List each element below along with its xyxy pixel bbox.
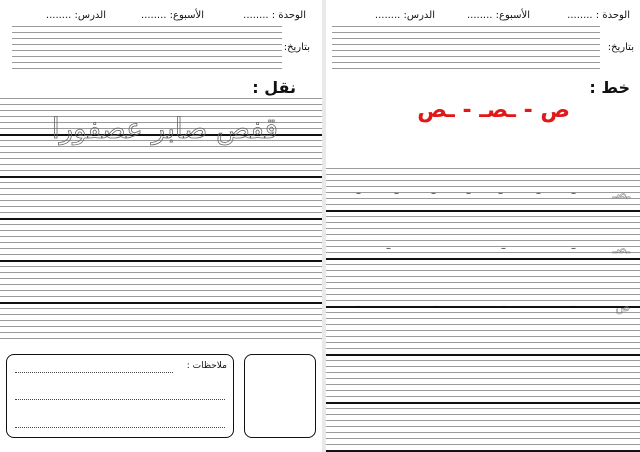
ruled-line <box>0 284 322 285</box>
unit-label: الوحدة : ........ <box>567 10 630 21</box>
ruled-line <box>0 164 322 165</box>
ruled-line <box>326 342 640 343</box>
ruled-line <box>0 104 322 105</box>
notes-line-3[interactable] <box>15 427 225 428</box>
ruled-line <box>326 204 640 205</box>
date-label[interactable]: بتاريخ: <box>283 42 310 53</box>
ruled-line <box>0 98 322 99</box>
guide-dash: – <box>356 301 361 312</box>
ruled-line <box>326 432 640 433</box>
ruled-line <box>326 366 640 367</box>
ruled-line <box>326 402 640 404</box>
ruled-line <box>0 272 322 273</box>
ruled-line <box>326 414 640 415</box>
ruled-line <box>326 216 640 217</box>
ruled-line <box>0 230 322 231</box>
model-letters: ص - ـصـ - ـص <box>417 98 570 123</box>
ruled-line <box>326 420 640 421</box>
ruled-line <box>326 354 640 356</box>
ruled-line <box>326 198 640 199</box>
ruled-line <box>0 320 322 321</box>
ruled-line <box>326 234 640 235</box>
ruled-line <box>326 408 640 409</box>
ruled-line <box>0 182 322 183</box>
ruled-line <box>326 384 640 385</box>
ruled-line <box>326 378 640 379</box>
copy-sentence: قفص صابر عصفورا <box>51 112 278 145</box>
ruled-line <box>0 200 322 201</box>
guide-dash: – <box>501 301 506 312</box>
unit-label: الوحدة : ........ <box>243 10 306 21</box>
week-label: الأسبوع: ........ <box>141 10 204 21</box>
ruled-line <box>326 360 640 361</box>
handwriting-page <box>326 0 640 452</box>
page-title: نقل : <box>252 78 296 97</box>
ruled-line <box>326 270 640 271</box>
grade-box <box>244 354 316 438</box>
ruled-line <box>326 294 640 295</box>
guide-dash: – <box>433 301 438 312</box>
guide-dash: – <box>466 188 471 199</box>
ruled-line <box>0 212 322 213</box>
ruled-line <box>326 174 640 175</box>
ruled-line <box>326 264 640 265</box>
ruled-line <box>0 290 322 291</box>
ruled-line <box>0 224 322 225</box>
ruled-line <box>326 282 640 283</box>
date-label[interactable]: بتاريخ: <box>607 42 634 53</box>
ruled-line <box>326 444 640 445</box>
ruled-line <box>326 372 640 373</box>
date-lines <box>12 26 282 68</box>
ruled-line <box>326 336 640 337</box>
ruled-line <box>0 296 322 297</box>
guide-dash: – <box>571 243 576 254</box>
ruled-line <box>0 176 322 178</box>
guide-dash: – <box>501 243 506 254</box>
ruled-line <box>0 110 322 111</box>
ruled-line <box>326 324 640 325</box>
page-title: خط : <box>589 78 630 97</box>
lesson-label: الدرس: ........ <box>45 10 106 21</box>
notes-box <box>6 354 234 438</box>
guide-dash: – <box>356 188 361 199</box>
week-label: الأسبوع: ........ <box>467 10 530 21</box>
guide-dash: – <box>431 188 436 199</box>
ruled-line <box>326 390 640 391</box>
guide-dash: – <box>498 188 503 199</box>
ruled-line <box>0 308 322 309</box>
row-sample-3: ص <box>615 300 630 314</box>
ruled-line <box>326 222 640 223</box>
ruled-line <box>0 170 322 171</box>
ruled-line <box>326 186 640 187</box>
row-sample-2: ـصـ <box>612 242 630 256</box>
ruled-line <box>326 210 640 212</box>
ruled-line <box>0 236 322 237</box>
ruled-line <box>326 252 640 253</box>
ruled-line <box>326 312 640 313</box>
ruled-line <box>0 260 322 262</box>
guide-dash: – <box>386 243 391 254</box>
ruled-line <box>326 276 640 277</box>
notes-label: ملاحظات : <box>186 361 227 371</box>
guide-dash: – <box>571 301 576 312</box>
notes-line-2[interactable] <box>15 399 225 400</box>
ruled-line <box>326 180 640 181</box>
ruled-line <box>0 302 322 304</box>
ruled-line <box>0 206 322 207</box>
ruled-line <box>326 426 640 427</box>
ruled-line <box>326 258 640 260</box>
ruled-line <box>0 314 322 315</box>
ruled-line <box>326 330 640 331</box>
lesson-label: الدرس: ........ <box>374 10 435 21</box>
ruled-line <box>0 338 322 339</box>
ruled-line <box>0 242 322 243</box>
ruled-line <box>0 188 322 189</box>
writing-lines[interactable] <box>326 168 640 452</box>
ruled-line <box>0 248 322 249</box>
ruled-line <box>326 240 640 241</box>
ruled-line <box>326 396 640 397</box>
ruled-line <box>0 326 322 327</box>
ruled-line <box>0 266 322 267</box>
ruled-line <box>0 332 322 333</box>
date-lines <box>332 26 600 68</box>
guide-dash: – <box>536 188 541 199</box>
ruled-line <box>0 194 322 195</box>
ruled-line <box>326 288 640 289</box>
notes-line-1[interactable] <box>15 372 173 373</box>
ruled-line <box>326 318 640 319</box>
ruled-line <box>326 246 640 247</box>
guide-dash: – <box>571 188 576 199</box>
ruled-line <box>0 254 322 255</box>
ruled-line <box>326 438 640 439</box>
ruled-line <box>326 192 640 193</box>
ruled-line <box>326 228 640 229</box>
ruled-line <box>0 278 322 279</box>
ruled-line <box>0 218 322 220</box>
ruled-line <box>326 348 640 349</box>
ruled-line <box>326 168 640 169</box>
ruled-line <box>326 300 640 301</box>
ruled-line <box>326 306 640 308</box>
guide-dash: – <box>394 188 399 199</box>
ruled-line <box>0 152 322 153</box>
ruled-line <box>0 146 322 147</box>
ruled-line <box>0 158 322 159</box>
row-sample-1: ـصـ <box>612 187 630 201</box>
